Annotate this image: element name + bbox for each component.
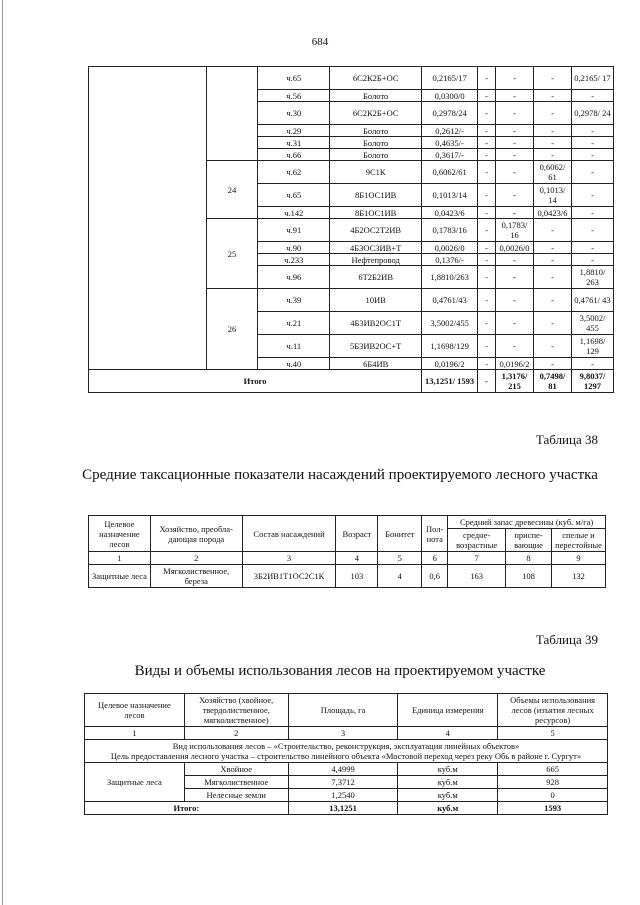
- col-num: 2: [150, 552, 242, 565]
- page-number: 684: [311, 36, 329, 48]
- col-num: 6: [422, 552, 448, 565]
- cell-c2: -: [496, 207, 534, 219]
- cell-area: 0,1783/16: [422, 219, 478, 242]
- cell-c2: -: [496, 266, 534, 289]
- cell-area: 1,8810/263: [422, 266, 478, 289]
- cell-c3: -: [534, 125, 572, 137]
- table-38-heading: Средние таксационные показатели насаждений проектируемого лесного участка: [82, 467, 598, 483]
- cell-c1: -: [478, 102, 496, 125]
- total-c1: -: [478, 370, 496, 393]
- total-area: 13,1251: [288, 802, 398, 815]
- cell-c1: -: [478, 289, 496, 312]
- cell-c4: 1,8810/ 263: [571, 266, 613, 289]
- cell-area: 1,1698/129: [422, 335, 478, 358]
- cell-unit: куб.м: [398, 763, 498, 776]
- cell-c2: -: [496, 125, 534, 137]
- cell-farm: Мягколиственное: [184, 776, 288, 789]
- cell-part: ч.90: [258, 242, 330, 254]
- cell-part: ч.91: [258, 219, 330, 242]
- cell-c2: -: [496, 102, 534, 125]
- col-num: 7: [448, 552, 506, 565]
- header-purpose: Целевое назначение лесов: [85, 694, 185, 727]
- cell-c2: 0,1783/ 16: [496, 219, 534, 242]
- cell-area: 4,4999: [288, 763, 398, 776]
- column-number-row: [89, 552, 606, 565]
- use-goal-text: Цель предоставления лесного участка – строительство линейного объекта «Мостовой переход через реку Обь в районе г. Сургут»: [110, 751, 582, 761]
- cell-c4: -: [571, 219, 613, 242]
- cell-c3: 0,6062/ 61: [534, 161, 572, 184]
- cell-c3: 0,0423/6: [534, 207, 572, 219]
- header-bonitet: Бонитет: [378, 516, 422, 552]
- table-row: [85, 763, 608, 776]
- cell-c4: -: [571, 137, 613, 149]
- cell-c2: 0,0026/0: [496, 242, 534, 254]
- cell-c4: -: [571, 125, 613, 137]
- total-unit: куб.м: [398, 802, 498, 815]
- cell-farm: Мягколиственное, береза: [150, 565, 242, 588]
- cell-kvartal: 24: [206, 161, 258, 219]
- cell-area: 0,3617/-: [422, 149, 478, 161]
- cell-purpose: Защитные леса: [89, 565, 151, 588]
- cell-stock-mid: 163: [448, 565, 506, 588]
- cell-volume: 665: [498, 763, 608, 776]
- col-num: 5: [498, 727, 608, 740]
- cell-c3: -: [534, 219, 572, 242]
- cell-c1: -: [478, 125, 496, 137]
- taxation-table-body: [89, 67, 614, 393]
- cell-sostav: 8Б1ОС1ИВ: [330, 207, 422, 219]
- total-row: [89, 370, 614, 393]
- cell-part: ч.30: [258, 102, 330, 125]
- total-c3: 0,7498/ 81: [534, 370, 572, 393]
- cell-area: 0,0300/0: [422, 90, 478, 102]
- cell-forestry: [89, 67, 207, 370]
- cell-kvartal: [206, 67, 258, 161]
- cell-c1: -: [478, 90, 496, 102]
- col-num: 2: [184, 727, 288, 740]
- cell-c3: -: [534, 266, 572, 289]
- cell-part: ч.62: [258, 161, 330, 184]
- cell-c2: -: [496, 254, 534, 266]
- cell-sostav: Болото: [330, 149, 422, 161]
- cell-c2: -: [496, 289, 534, 312]
- cell-c1: -: [478, 266, 496, 289]
- taxation-continuation-table: [88, 66, 614, 393]
- cell-c4: 1,1698/ 129: [571, 335, 613, 358]
- cell-area: 0,4635/-: [422, 137, 478, 149]
- cell-c2: -: [496, 90, 534, 102]
- cell-c2: -: [496, 161, 534, 184]
- cell-part: ч.233: [258, 254, 330, 266]
- col-num: 5: [378, 552, 422, 565]
- cell-c2: -: [496, 184, 534, 207]
- table-row: [89, 565, 606, 588]
- cell-farm: Хвойное: [184, 763, 288, 776]
- cell-c3: -: [534, 335, 572, 358]
- cell-area: 0,6062/61: [422, 161, 478, 184]
- cell-c3: -: [534, 149, 572, 161]
- cell-unit: куб.м: [398, 789, 498, 802]
- cell-c1: -: [478, 254, 496, 266]
- cell-volume: 0: [498, 789, 608, 802]
- cell-c3: -: [534, 242, 572, 254]
- cell-c2: -: [496, 335, 534, 358]
- total-label: Итого: [89, 370, 422, 393]
- header-farm: Хозяйство (хвойное, твердолиственное, мягколиственное): [184, 694, 288, 727]
- cell-density: 0,6: [422, 565, 448, 588]
- column-number-row: [85, 727, 608, 740]
- cell-c3: 0,1013/ 14: [534, 184, 572, 207]
- cell-part: ч.29: [258, 125, 330, 137]
- cell-sostav: 6С2К2Б+ОС: [330, 67, 422, 90]
- cell-c3: -: [534, 254, 572, 266]
- cell-volume: 928: [498, 776, 608, 789]
- cell-area: 1,2540: [288, 789, 398, 802]
- cell-stock-ripe: 132: [551, 565, 605, 588]
- cell-c1: -: [478, 184, 496, 207]
- cell-part: ч.66: [258, 149, 330, 161]
- cell-c1: -: [478, 161, 496, 184]
- header-farm: Хозяйство, преобла- дающая порода: [150, 516, 242, 552]
- total-volume: 1593: [498, 802, 608, 815]
- cell-area: 0,0196/2: [422, 358, 478, 370]
- header-composition: Состав насаждений: [242, 516, 336, 552]
- table-38-caption: Таблица 38: [535, 432, 598, 447]
- cell-c3: -: [534, 289, 572, 312]
- cell-c2: -: [496, 149, 534, 161]
- total-label: Итого:: [85, 802, 289, 815]
- header-stock-mid: средне- возрастные: [448, 529, 506, 552]
- cell-part: ч.11: [258, 335, 330, 358]
- cell-area: 0,2978/24: [422, 102, 478, 125]
- cell-sostav: 6Т2Б2ИВ: [330, 266, 422, 289]
- taxation-indicators-table: [88, 515, 606, 588]
- cell-sostav: 6Б4ИВ: [330, 358, 422, 370]
- cell-c3: -: [534, 312, 572, 335]
- forest-use-table: [84, 693, 608, 815]
- cell-age: 103: [336, 565, 378, 588]
- cell-c1: -: [478, 219, 496, 242]
- cell-area: 0,2612/-: [422, 125, 478, 137]
- cell-c3: -: [534, 102, 572, 125]
- cell-c2: -: [496, 67, 534, 90]
- cell-c3: -: [534, 137, 572, 149]
- header-volume: Объемы использования лесов (изъятия лесных ресурсов): [498, 694, 608, 727]
- cell-farm: Нелесные земли: [184, 789, 288, 802]
- table-39-caption: Таблица 39: [535, 632, 598, 647]
- header-stock-pre: приспе- вающие: [506, 529, 552, 552]
- cell-c1: -: [478, 312, 496, 335]
- header-stock-ripe: спелые и перестойные: [551, 529, 605, 552]
- cell-part: ч.56: [258, 90, 330, 102]
- col-num: 4: [336, 552, 378, 565]
- cell-sostav: Нефтепровод: [330, 254, 422, 266]
- cell-stock-pre: 108: [506, 565, 552, 588]
- cell-c4: 3,5002/ 455: [571, 312, 613, 335]
- cell-c4: -: [571, 184, 613, 207]
- cell-c4: -: [571, 161, 613, 184]
- cell-c4: -: [571, 90, 613, 102]
- cell-part: ч.39: [258, 289, 330, 312]
- cell-c4: 0,2978/ 24: [571, 102, 613, 125]
- total-area: 13,1251/ 1593: [422, 370, 478, 393]
- cell-kvartal: 26: [206, 289, 258, 370]
- cell-area: 3,5002/455: [422, 312, 478, 335]
- cell-c2: -: [496, 312, 534, 335]
- cell-c4: -: [571, 242, 613, 254]
- cell-c4: -: [571, 358, 613, 370]
- use-type-row: [85, 740, 608, 763]
- cell-c3: -: [534, 90, 572, 102]
- cell-part: ч.21: [258, 312, 330, 335]
- cell-sostav: 8Б1ОС1ИВ: [330, 184, 422, 207]
- cell-c3: -: [534, 358, 572, 370]
- cell-sostav: Болото: [330, 137, 422, 149]
- cell-sostav: 10ИВ: [330, 289, 422, 312]
- cell-c1: -: [478, 335, 496, 358]
- cell-sostav: 9С1К: [330, 161, 422, 184]
- header-stock: Средний запас древесины (куб. м/га): [448, 516, 606, 529]
- cell-area: 0,4761/43: [422, 289, 478, 312]
- cell-area: 0,2165/17: [422, 67, 478, 90]
- header-density: Пол- нота: [422, 516, 448, 552]
- cell-sostav: 6С2К2Б+ОС: [330, 102, 422, 125]
- cell-area: 0,1013/14: [422, 184, 478, 207]
- cell-area: 0,0026/0: [422, 242, 478, 254]
- scan-edge-line: [2, 0, 3, 905]
- cell-c1: -: [478, 207, 496, 219]
- cell-part: ч.96: [258, 266, 330, 289]
- col-num: 9: [551, 552, 605, 565]
- cell-c4: -: [571, 254, 613, 266]
- total-c2: 1,3176/ 215: [496, 370, 534, 393]
- cell-c4: -: [571, 149, 613, 161]
- cell-c2: 0,0196/2: [496, 358, 534, 370]
- cell-area: 7,3712: [288, 776, 398, 789]
- cell-part: ч.40: [258, 358, 330, 370]
- col-num: 3: [242, 552, 336, 565]
- cell-sostav: 4Б3ИВ2ОС1Т: [330, 312, 422, 335]
- cell-part: ч.142: [258, 207, 330, 219]
- col-num: 1: [85, 727, 185, 740]
- table-39-heading: Виды и объемы использования лесов на проектируемом участке: [134, 663, 546, 679]
- table-row: [89, 67, 614, 90]
- cell-c2: -: [496, 137, 534, 149]
- cell-c1: -: [478, 149, 496, 161]
- cell-c3: -: [534, 67, 572, 90]
- cell-sostav: 5Б3ИВ2ОС+Т: [330, 335, 422, 358]
- cell-sostav: 4Б3ОС3ИВ+Т: [330, 242, 422, 254]
- col-num: 4: [398, 727, 498, 740]
- header-purpose: Целевое назначение лесов: [89, 516, 151, 552]
- cell-c4: -: [571, 207, 613, 219]
- use-type-text: Вид использования лесов – «Строительство, реконструкция, эксплуатация линейных объектов»: [172, 741, 520, 751]
- cell-part: ч.31: [258, 137, 330, 149]
- col-num: 3: [288, 727, 398, 740]
- total-row: [85, 802, 608, 815]
- cell-area: 0,0423/6: [422, 207, 478, 219]
- cell-sostav: Болото: [330, 125, 422, 137]
- cell-c1: -: [478, 67, 496, 90]
- cell-unit: куб.м: [398, 776, 498, 789]
- cell-part: ч.65: [258, 67, 330, 90]
- header-area: Площадь, га: [288, 694, 398, 727]
- col-num: 1: [89, 552, 151, 565]
- cell-bonitet: 4: [378, 565, 422, 588]
- cell-sostav: Болото: [330, 90, 422, 102]
- col-num: 8: [506, 552, 552, 565]
- cell-c1: -: [478, 242, 496, 254]
- cell-area: 0,1376/-: [422, 254, 478, 266]
- cell-c1: -: [478, 137, 496, 149]
- total-c4: 9,8037/ 1297: [571, 370, 613, 393]
- cell-kvartal: 25: [206, 219, 258, 289]
- header-unit: Единица измерения: [398, 694, 498, 727]
- header-age: Возраст: [336, 516, 378, 552]
- cell-composition: 3Б2ИВ1Т1ОС2С1К: [242, 565, 336, 588]
- cell-c4: 0,4761/ 43: [571, 289, 613, 312]
- cell-sostav: 4Б2ОС2Т2ИВ: [330, 219, 422, 242]
- cell-c4: 0,2165/ 17: [571, 67, 613, 90]
- cell-part: ч.65: [258, 184, 330, 207]
- cell-c1: -: [478, 358, 496, 370]
- group-label: Защитные леса: [85, 763, 185, 802]
